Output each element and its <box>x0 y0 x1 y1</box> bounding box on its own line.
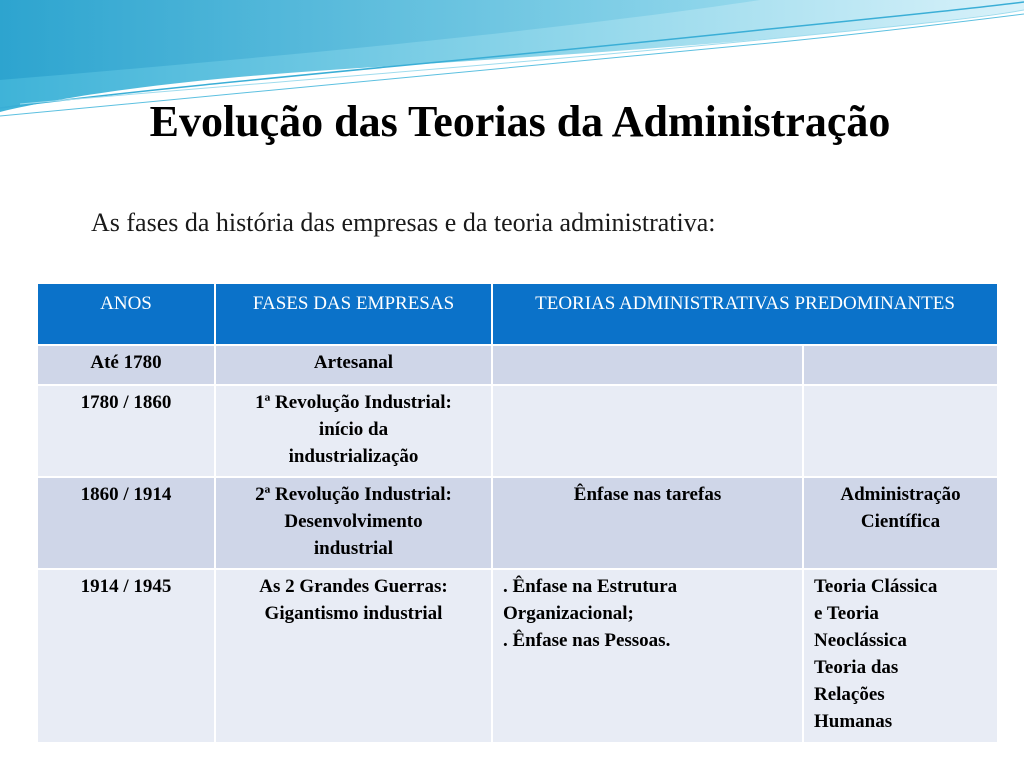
header-teorias: TEORIAS ADMINISTRATIVAS PREDOMINANTES <box>492 283 998 345</box>
slide-subtitle: As fases da história das empresas e da teoria administrativa: <box>91 208 716 237</box>
cell-fase: As 2 Grandes Guerras: Gigantismo industrial <box>215 569 492 743</box>
cell-anos: 1914 / 1945 <box>37 569 215 743</box>
header-anos: ANOS <box>37 283 215 345</box>
cell-teoria <box>803 345 998 385</box>
cell-teoria <box>803 385 998 477</box>
cell-fase: 1ª Revolução Industrial: início da industrialização <box>215 385 492 477</box>
cell-fase: 2ª Revolução Industrial: Desenvolvimento industrial <box>215 477 492 569</box>
cell-anos: 1860 / 1914 <box>37 477 215 569</box>
table-row <box>37 385 998 477</box>
table-row <box>37 345 998 385</box>
cell-enfase <box>492 385 803 477</box>
phases-table <box>36 282 999 744</box>
table-row <box>37 569 998 743</box>
slide-title: Evolução das Teorias da Administração <box>149 97 891 146</box>
cell-enfase <box>492 345 803 385</box>
cell-teoria: Teoria Clássica e Teoria Neoclássica Teoria das Relações Humanas <box>803 569 998 743</box>
header-fases: FASES DAS EMPRESAS <box>215 283 492 345</box>
table-row <box>37 477 998 569</box>
cell-teoria: Administração Científica <box>803 477 998 569</box>
cell-enfase: . Ênfase na Estrutura Organizacional; . Ênfase nas Pessoas. <box>492 569 803 743</box>
cell-anos: Até 1780 <box>37 345 215 385</box>
table-header-row <box>37 283 998 345</box>
cell-enfase: Ênfase nas tarefas <box>492 477 803 569</box>
cell-fase: Artesanal <box>215 345 492 385</box>
cell-anos: 1780 / 1860 <box>37 385 215 477</box>
